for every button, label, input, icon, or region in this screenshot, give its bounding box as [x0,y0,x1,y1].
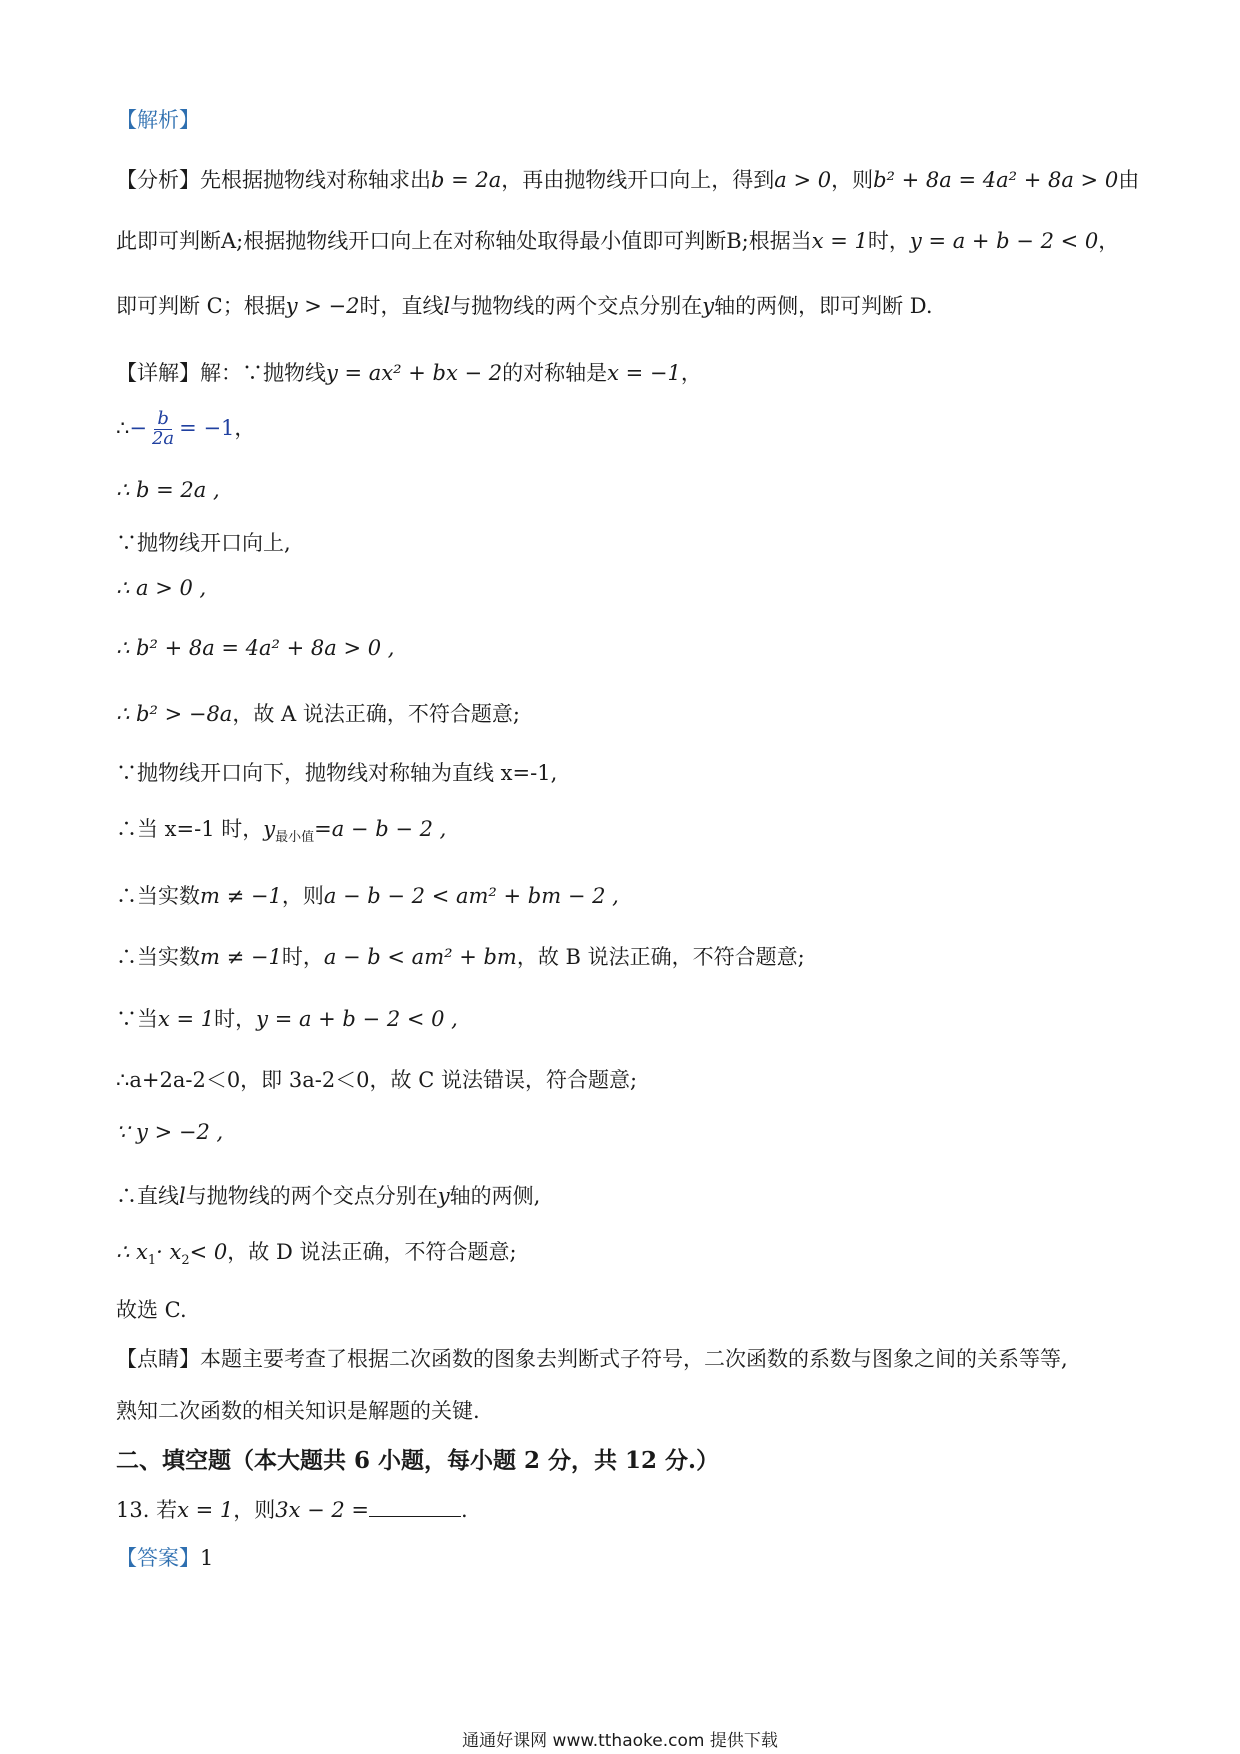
step-5: ∴ b² + 8a = 4a² + 8a > 0 , [116,636,395,660]
step-10 [116,941,805,971]
analysis-text: ，再由抛物线开口向上，得到 [501,168,775,192]
analysis-line-3 [116,290,933,320]
step-text: ∵当 [116,1007,158,1031]
answer-value: 1 [200,1546,214,1570]
step-11 [116,1003,458,1033]
math-expr: x = −1 [607,361,681,385]
step-text: 与抛物线的两个交点分别在 [185,1184,438,1208]
detail-label: 【详解】 [116,361,200,385]
math-expr: a − b − 2 < am² + bm − 2 , [323,884,619,908]
step-text: ∴直线 [116,1184,179,1208]
math-expr: m ≠ −1 [200,884,282,908]
analysis-text: 此即可判断A;根据抛物线开口向上在对称轴处取得最小值即可判断B;根据当 [116,229,812,253]
fraction-denominator: 2a [151,427,175,449]
fraction-numerator: b [154,410,172,430]
math-expr: y > −2 [285,294,360,318]
step-13: ∵ y > −2 , [116,1120,224,1144]
subscript-min-value: 最小值 [275,830,315,846]
step-6 [116,698,520,728]
math-expr: =a − b − 2 , [314,817,447,841]
analysis-text: 由 [1118,168,1140,192]
step-1 [116,410,255,449]
math-expr: x = 1 [811,229,868,253]
math-expr: y = a + b − 2 < 0 , [256,1007,458,1031]
step-text: ∴当实数 [116,884,200,908]
jiexi-heading: 【解析】 [116,108,200,132]
step-text: 时， [214,1007,257,1031]
step-text: 轴的两侧, [449,1184,541,1208]
analysis-label: 【分析】 [116,168,200,192]
section-heading: 二、填空题（本大题共 6 小题，每小题 2 分，共 12 分.） [116,1447,720,1474]
math-expr: b² + 8a = 4a² + 8a > 0 [873,168,1119,192]
question-text: . [461,1498,468,1522]
math-expr: x = 1 [158,1007,215,1031]
step-9 [116,880,619,910]
math-expr: − [129,415,147,440]
step-3: ∵抛物线开口向上, [116,531,291,555]
analysis-line-1 [116,164,1139,194]
detail-text: 的对称轴是 [502,361,608,385]
question-text: 13. 若 [116,1498,178,1522]
step-14 [116,1180,540,1210]
dianjing-text: 本题主要考查了根据二次函数的图象去判断式子符号，二次函数的系数与图象之间的关系等等, [200,1347,1068,1371]
detail-text: ， [680,361,702,385]
detail-text: 解：∵抛物线 [200,361,326,385]
question-text: ，则 [233,1498,276,1522]
analysis-line-2 [116,225,1119,255]
math-expr: = −1 [179,415,235,440]
dianjing-line-2: 熟知二次函数的相关知识是解题的关键. [116,1399,480,1423]
math-expr: ∴ b² > −8a [116,702,233,726]
analysis-text: 时，直线 [359,294,444,318]
detail-intro [116,357,702,387]
step-text: ，故 A 说法正确，不符合题意; [232,702,520,726]
step-text: ∴当 x=-1 时， [116,817,264,841]
subscript: 1 [147,1253,157,1269]
math-expr: a > 0 [774,168,832,192]
math-expr: 3x − 2 = [275,1498,370,1522]
math-expr: y [437,1184,450,1208]
analysis-text: ， [1098,229,1120,253]
fraction [149,410,177,449]
math-expr: ∴ x [116,1240,148,1264]
step-text: ，则 [281,884,324,908]
analysis-text: 时， [867,229,910,253]
therefore-symbol: ∴ [116,415,130,440]
answer-label: 【答案】 [116,1546,200,1570]
step-text: ，故 D 说法正确，不符合题意; [227,1240,517,1264]
math-expr: y = ax² + bx − 2 [326,361,503,385]
page-footer: 通通好课网 www.tthaoke.com 提供下载 [462,1731,778,1751]
analysis-text: 轴的两侧，即可判断 D. [714,294,933,318]
step-8 [116,813,447,846]
step-text: ，故 B 说法正确，不符合题意; [516,945,805,969]
math-expr: · x [156,1240,182,1264]
analysis-text: ，则 [831,168,874,192]
step-7: ∵抛物线开口向下，抛物线对称轴为直线 x=-1, [116,761,558,785]
math-expr: b = 2a [431,168,502,192]
step-12: ∴a+2a-2＜0，即 3a-2＜0，故 C 说法错误，符合题意; [116,1068,638,1092]
math-expr: l [443,294,451,318]
math-expr: a − b < am² + bm [323,945,517,969]
math-expr: y [263,817,276,841]
subscript: 2 [181,1253,190,1269]
math-expr: l [179,1184,186,1208]
analysis-text: 先根据抛物线对称轴求出 [200,168,431,192]
math-expr: < 0 [189,1240,228,1264]
step-16: 故选 C. [116,1298,187,1322]
analysis-text: 与抛物线的两个交点分别在 [450,294,703,318]
math-expr: y = a + b − 2 < 0 [909,229,1099,253]
dianjing-label: 【点睛】 [116,1347,200,1371]
question-13 [116,1494,468,1524]
answer-line [116,1542,213,1572]
step-4: ∴ a > 0 , [116,576,207,600]
step-text: ， [234,415,256,440]
step-text: ∴当实数 [116,945,200,969]
dianjing-line-1 [116,1343,1068,1373]
math-expr: y [702,294,715,318]
math-expr: m ≠ −1 [200,945,282,969]
math-expr: x = 1 [177,1498,234,1522]
step-15 [116,1236,517,1269]
step-text: 时， [281,945,324,969]
answer-blank [369,1498,461,1517]
analysis-text: 即可判断 C；根据 [116,294,286,318]
step-2: ∴ b = 2a , [116,478,220,502]
